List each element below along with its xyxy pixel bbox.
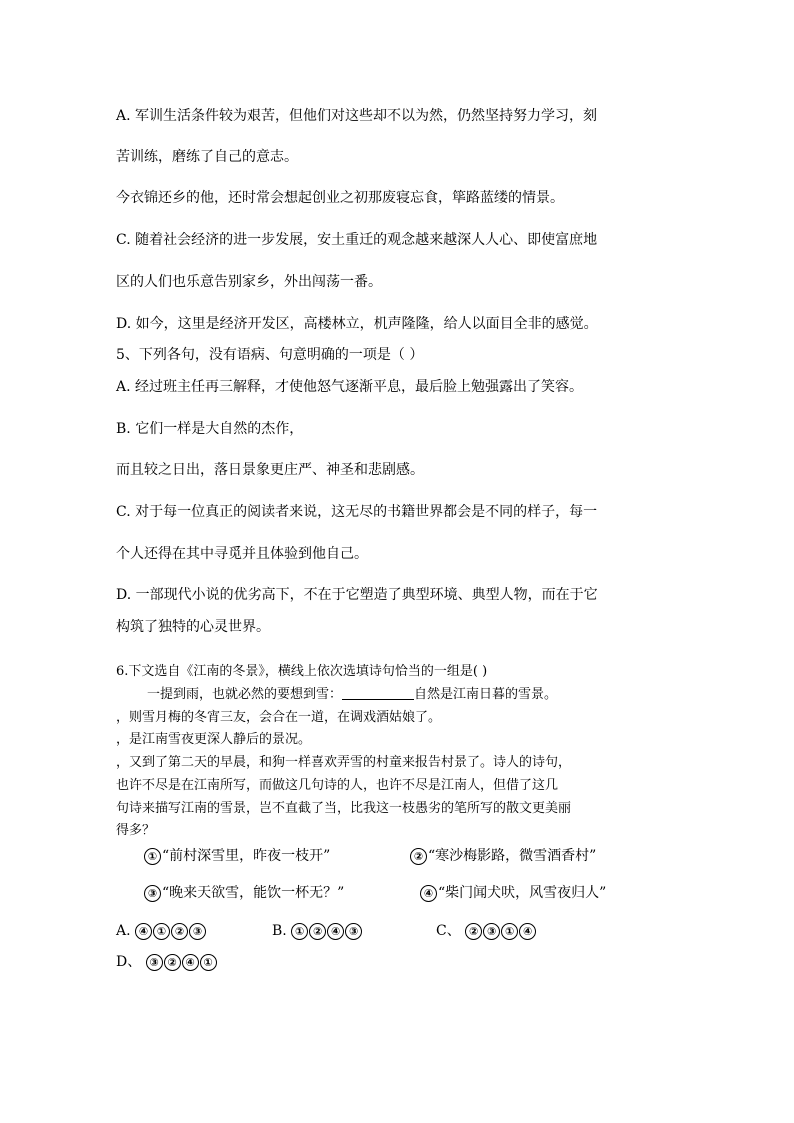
q5-option-a: A. 经过班主任再三解释，才使他怒气逐渐平息，最后脸上勉强露出了笑容。 [116,379,584,395]
circled-number: ④ [135,923,152,940]
circled-number: ② [309,923,326,940]
circled-number: ④ [420,885,437,902]
choice-label: B. [272,923,287,939]
q5-option-d-line2: 构筑了独特的心灵世界。 [116,619,270,635]
circled-number: ③ [189,923,206,940]
q6-passage-before-blank: 一提到雨，也就必然的要想到雪： [147,687,343,702]
choice-c [436,922,537,940]
circled-number: ④ [327,923,344,940]
poem-4 [420,884,606,902]
q6-passage-line5: 也许不尽是在江南所写，而做这几句诗的人，也许不尽是江南人，但借了这几 [116,778,559,793]
poem-3 [144,884,344,902]
choice-a [116,922,207,940]
poem-text: “柴门闻犬吠，风雪夜归人” [438,885,607,901]
circled-number: ① [144,848,161,865]
q4-option-c-line2: 区的人们也乐意告别家乡，外出闯荡一番。 [116,274,382,290]
q6-passage-line2: ，则雪月梅的冬宵三友，会合在一道，在调戏酒姑娘了。 [116,710,442,725]
circled-number: ① [153,923,170,940]
choice-d [116,953,218,971]
q4-option-c-line1: C. 随着社会经济的进一步发展，安土重迁的观念越来越深人人心、即使富庶地 [116,232,598,248]
q6-passage-line1 [147,686,557,704]
circled-number: ② [465,923,482,940]
q5-stem: 5、下列各句，没有语病、句意明确的一项是（ ） [116,347,424,363]
poem-1 [144,847,330,865]
circled-number: ① [200,954,217,971]
q5-option-c-line2: 个人还得在其中寻觅并且体验到他自己。 [116,546,368,562]
poem-text: “晚来天欲雪，能饮一杯无？” [162,885,345,901]
circled-number: ② [410,848,427,865]
circled-number: ③ [345,923,362,940]
poem-2 [410,847,596,865]
circled-number: ③ [144,885,161,902]
q6-passage-after-blank: 自然是江南日暮的雪景。 [414,687,558,702]
q6-stem: 6.下文选自《江南的冬景》，横线上依次选填诗句恰当的一组是( ) [116,664,488,679]
circled-number: ③ [483,923,500,940]
answer-blank [342,686,414,700]
poem-text: “寒沙梅影路，微雪酒香村” [428,848,597,864]
q5-option-b-line2: 而且较之日出，落日景象更庄严、神圣和悲剧感。 [116,462,424,478]
choice-label: D、 [116,954,142,970]
circled-number: ② [171,923,188,940]
choice-label: C、 [436,923,461,939]
q4-extra-sentence: 今衣锦还乡的他，还时常会想起创业之初那废寝忘食，筚路蓝缕的情景。 [116,190,564,206]
choice-label: A. [116,923,131,939]
q4-option-a-line1: A. 军训生活条件较为艰苦，但他们对这些却不以为然，仍然坚持努力学习，刻 [116,108,598,124]
circled-number: ④ [519,923,536,940]
circled-number: ④ [182,954,199,971]
circled-number: ② [164,954,181,971]
q6-passage-line3: ，是江南雪夜更深人静后的景况。 [116,732,312,747]
q6-passage-line7: 得多？ [116,823,156,838]
q6-passage-line6: 句诗来描写江南的雪景，岂不直截了当，比我这一枝愚劣的笔所写的散文更美丽 [116,801,572,816]
poem-text: “前村深雪里，昨夜一枝开” [162,848,331,864]
q5-option-b-line1: B. 它们一样是大自然的杰作， [116,421,304,437]
circled-number: ③ [146,954,163,971]
circled-number: ① [291,923,308,940]
circled-number: ① [501,923,518,940]
q5-option-d-line1: D. 一部现代小说的优劣高下，不在于它塑造了典型环境、典型人物，而在于它 [116,587,598,603]
q6-passage-line4: ，又到了第二天的早晨，和狗一样喜欢弄雪的村童来报告村景了。诗人的诗句， [116,755,572,770]
q5-option-c-line1: C. 对于每一位真正的阅读者来说，这无尽的书籍世界都会是不同的样子，每一 [116,504,598,520]
q4-option-a-line2: 苦训练，磨练了自己的意志。 [116,149,298,165]
choice-b [272,922,363,940]
q4-option-d: D. 如今，这里是经济开发区，高楼林立，机声隆隆，给人以面目全非的感觉。 [116,316,598,332]
